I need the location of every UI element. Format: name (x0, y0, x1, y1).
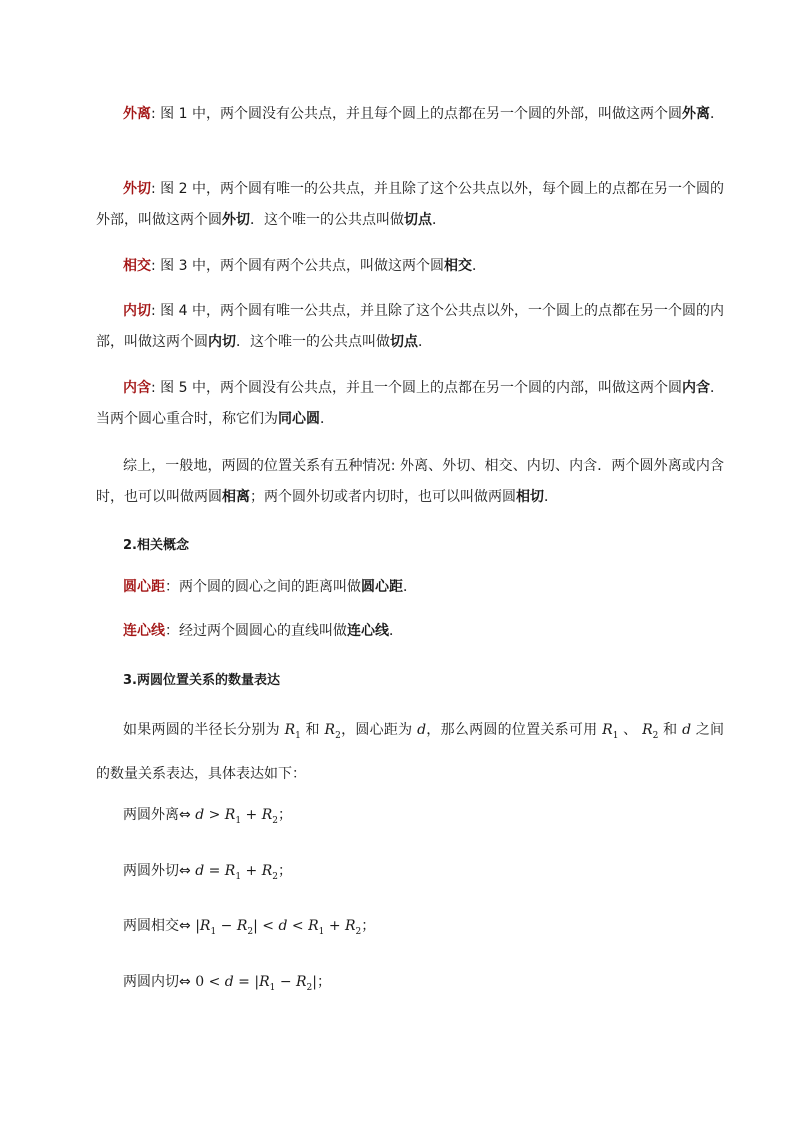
intro-paragraph: 如果两圆的半径长分别为 $R_1$ 和 $R_2$，圆心距为 d，那么两圆的位置关系可用 $R_1$ 、 $R_2$ 和 d 之间的数量关系表达，具体表达如下： (96, 722, 725, 782)
definition-intersecting: 相交: 图 3 中，两个圆有两个公共点，叫做这两个圆相交． (123, 258, 486, 274)
formula-external-tangent: 两圆外切⇔ $d = R_1 + R_2$； (123, 863, 292, 882)
definition-external-tangent: 外切: 图 2 中，两个圆有唯一的公共点，并且除了这个公共点以外，每个圆上的点都在另一个圆的外部，叫做这两个圆外切．这个唯一的公共点叫做切点． (96, 181, 725, 228)
formula-intersecting: 两圆相交⇔ $|R_1 - R_2| < d < R_1 + R_2$； (123, 918, 376, 937)
term-label: 外离 (123, 106, 151, 122)
term-label: 相交 (123, 258, 151, 274)
term-label: 圆心距 (123, 579, 165, 595)
term-label: 内含 (123, 380, 152, 396)
section-heading-related-concepts: 2.相关概念 (123, 538, 189, 553)
formula-external-separation: 两圆外离⇔ $d > R_1 + R_2$； (123, 807, 292, 826)
definition-internal-tangent: 内切: 图 4 中，两个圆有唯一公共点，并且除了这个公共点以外，一个圆上的点都在另一个圆的内部，叫做这两个圆内切．这个唯一的公共点叫做切点． (96, 303, 725, 350)
term-label: 内切 (123, 303, 152, 319)
definition-center-line: 连心线：经过两个圆圆心的直线叫做连心线． (123, 623, 403, 639)
term-label: 外切 (123, 181, 152, 197)
definition-center-distance: 圆心距：两个圆的圆心之间的距离叫做圆心距． (123, 579, 417, 595)
summary-paragraph: 综上，一般地，两圆的位置关系有五种情况: 外离、外切、相交、内切、内含．两个圆外离或内含时，也可以叫做两圆相离；两个圆外切或者内切时，也可以叫做两圆相切． (96, 458, 724, 505)
term-label: 连心线 (123, 623, 165, 639)
section-heading-quantitative: 3.两圆位置关系的数量表达 (123, 673, 280, 688)
formula-internal-tangent: 两圆内切⇔ $0 < d = |R_1 - R_2|$； (123, 974, 331, 993)
definition-containment: 内含: 图 5 中，两个圆没有公共点，并且一个圆上的点都在另一个圆的内部，叫做这两个圆内含．当两个圆心重合时，称它们为同心圆． (96, 380, 725, 427)
definition-external-separation: 外离: 图 1 中，两个圆没有公共点，并且每个圆上的点都在另一个圆的外部，叫做这两个圆外离． (123, 106, 724, 122)
